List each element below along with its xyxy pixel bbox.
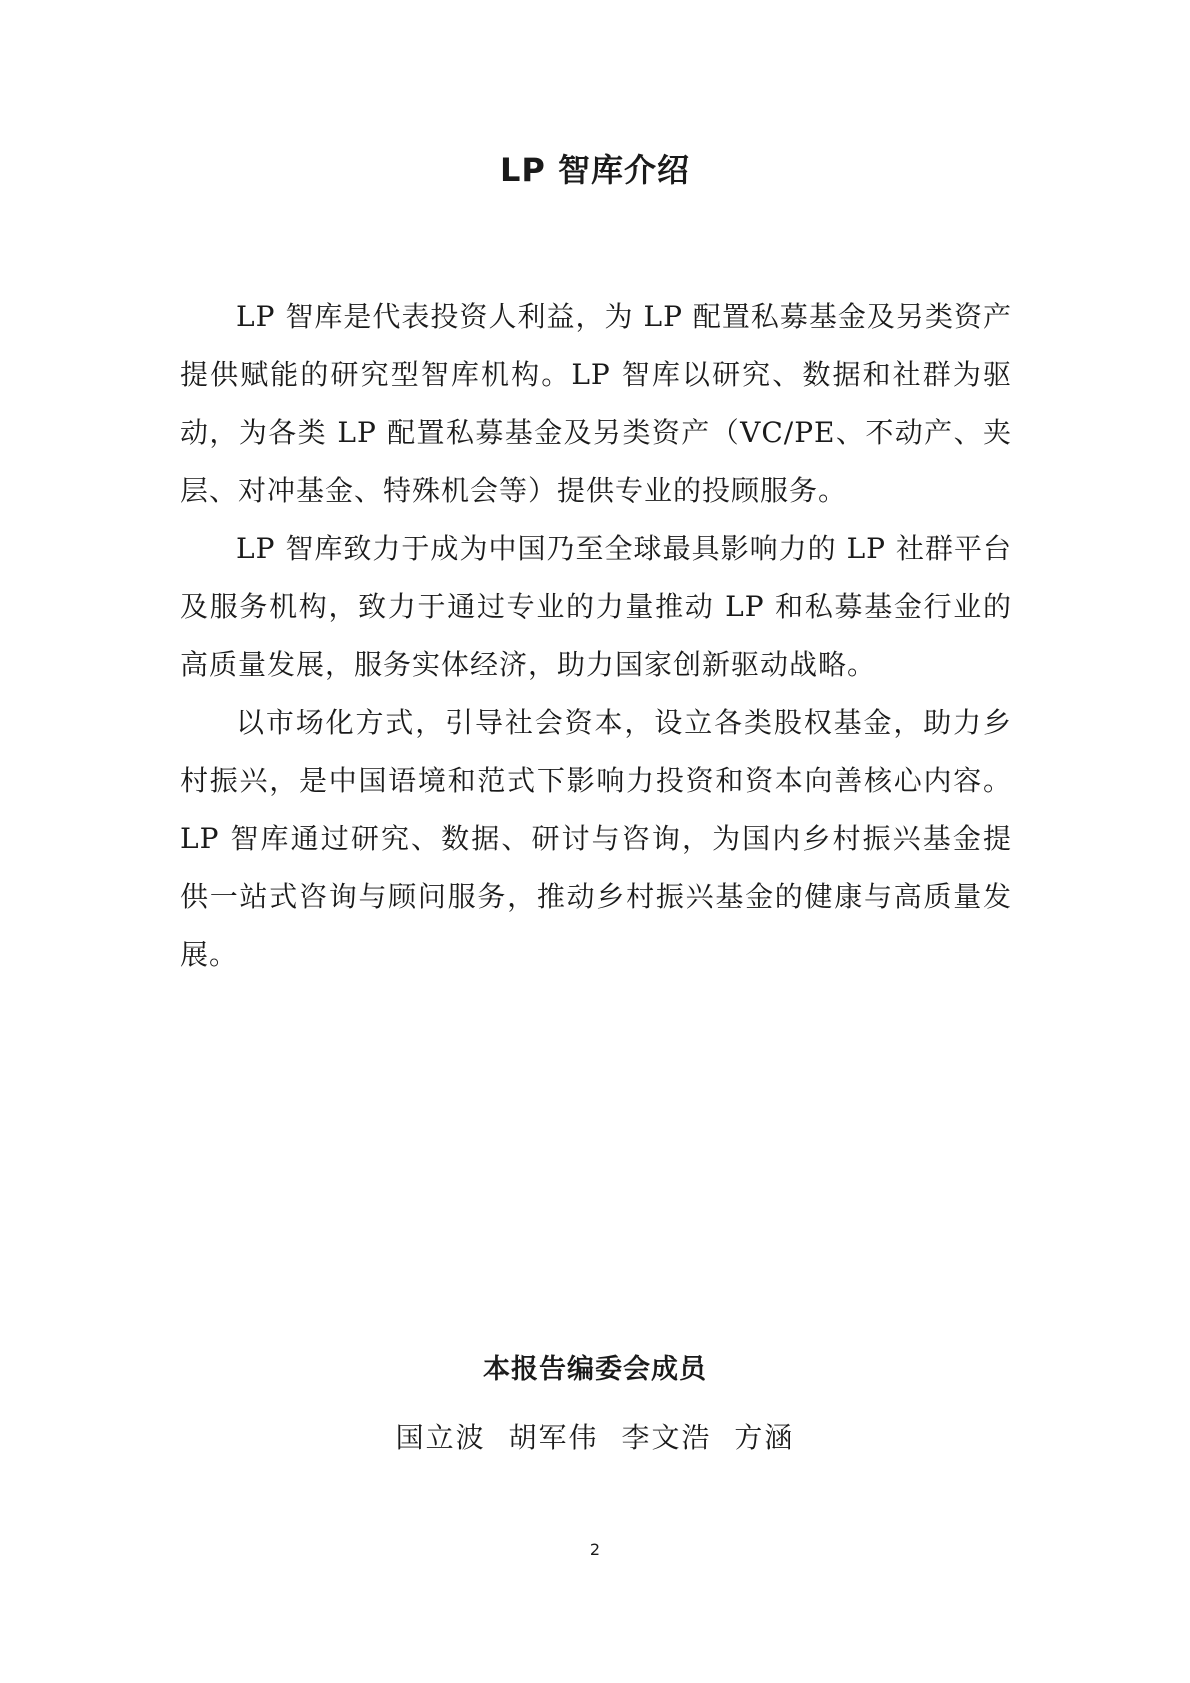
committee-members xyxy=(0,1420,1190,1456)
committee-heading: 本报告编委会成员 xyxy=(483,1354,707,1385)
page-title: LP 智库介绍 xyxy=(500,151,690,189)
committee-member: 胡军伟 xyxy=(508,1421,599,1454)
intro-body xyxy=(180,288,1012,984)
intro-paragraph-3: 以市场化方式，引导社会资本，设立各类股权基金，助力乡村振兴，是中国语境和范式下影响力投资和资本向善核心内容。LP 智库通过研究、数据、研讨与咨询，为国内乡村振兴基金提供一站式咨询与顾问服务，推动乡村振兴基金的健康与高质量发展。 xyxy=(180,706,1012,971)
committee-member: 李文浩 xyxy=(621,1421,712,1454)
page-number: 2 xyxy=(589,1540,601,1559)
committee-member: 国立波 xyxy=(395,1421,486,1454)
intro-paragraph-1: LP 智库是代表投资人利益，为 LP 配置私募基金及另类资产提供赋能的研究型智库机构。LP 智库以研究、数据和社群为驱动，为各类 LP 配置私募基金及另类资产（VC/PE、不动产、夹层、对冲基金、特殊机会等）提供专业的投顾服务。 xyxy=(180,300,1012,507)
committee-member: 方涵 xyxy=(734,1421,795,1454)
intro-paragraph-2: LP 智库致力于成为中国乃至全球最具影响力的 LP 社群平台及服务机构，致力于通过专业的力量推动 LP 和私募基金行业的高质量发展，服务实体经济，助力国家创新驱动战略。 xyxy=(180,532,1012,681)
